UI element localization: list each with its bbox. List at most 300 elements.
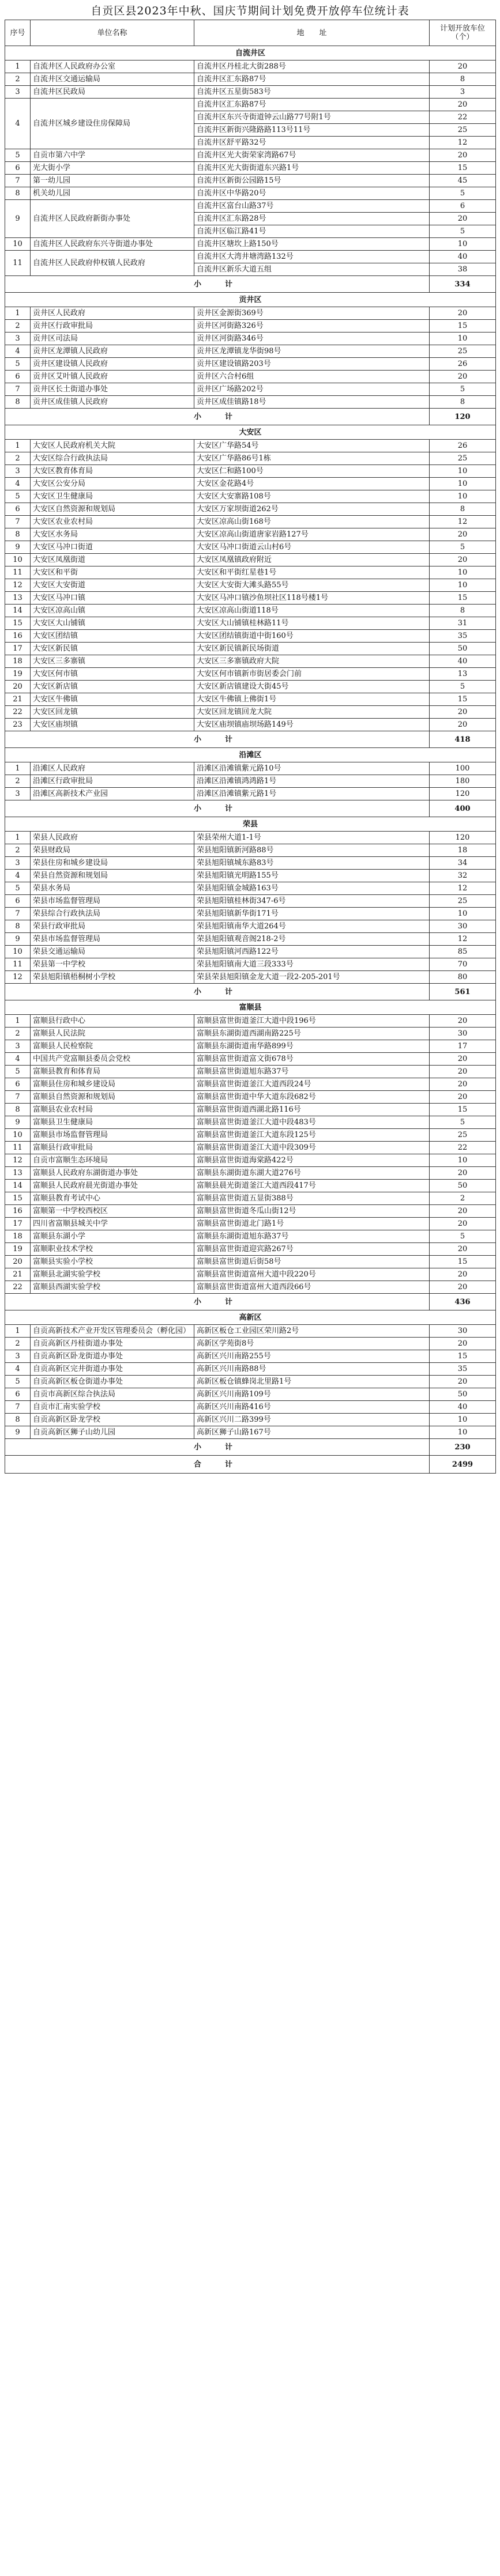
row-number: 2 [5,775,31,788]
unit-name: 荣县财政局 [31,844,194,857]
row-number: 6 [5,1078,31,1091]
parking-count: 10 [430,490,496,503]
unit-name: 荣县行政审批局 [31,920,194,933]
unit-name: 富顺县市场监督管理局 [31,1129,194,1142]
table-row [5,396,496,409]
table-row [5,1325,496,1338]
table-row [5,1388,496,1401]
table-row [5,592,496,605]
row-number: 15 [5,1192,31,1205]
unit-name: 自贡市第六中学 [31,149,194,162]
parking-count: 20 [430,1243,496,1256]
table-row [5,383,496,396]
table-row [5,1338,496,1350]
table-row [5,465,496,478]
table-row [5,681,496,693]
row-number: 16 [5,1205,31,1218]
row-number: 1 [5,61,31,73]
table-row [5,478,496,490]
row-number: 7 [5,175,31,187]
subtotal-row [5,731,496,748]
row-number: 13 [5,1167,31,1180]
parking-count: 20 [430,1066,496,1078]
parking-count: 70 [430,958,496,971]
table-row [5,617,496,630]
row-number: 9 [5,1116,31,1129]
row-number: 23 [5,719,31,731]
address-cell: 荣县旭阳镇桂林街347-6号 [194,895,430,908]
unit-name: 富顺第一中学校西校区 [31,1205,194,1218]
row-number: 19 [5,1243,31,1256]
table-row [5,788,496,800]
table-row [5,1028,496,1040]
address-cell: 荣县旭阳镇南华大道264号 [194,920,430,933]
address-cell: 沿滩区沿滩镇紫元路1号 [194,788,430,800]
subtotal-row [5,984,496,1000]
row-number: 2 [5,320,31,333]
table-row [5,238,496,251]
address-cell: 大安区广华路86号1栋 [194,452,430,465]
parking-count: 26 [430,358,496,371]
row-number: 22 [5,706,31,719]
parking-count: 30 [430,920,496,933]
row-number: 3 [5,1040,31,1053]
row-number: 11 [5,566,31,579]
row-number: 3 [5,86,31,99]
parking-count: 20 [430,61,496,73]
parking-count: 25 [430,345,496,358]
row-number: 10 [5,946,31,958]
address-cell: 大安区何市镇新市街居委会门前 [194,668,430,681]
table-row [5,1401,496,1414]
parking-count: 25 [430,124,496,137]
unit-name: 自贡高新区板仓街道办事处 [31,1376,194,1388]
unit-name: 大安区凉高山镇 [31,605,194,617]
unit-name: 自流井区人民政府东兴寺街道办事处 [31,238,194,251]
subtotal-row [5,800,496,817]
parking-count: 22 [430,111,496,124]
table-row [5,1091,496,1104]
address-cell: 贡井区广场路202号 [194,383,430,396]
table-row [5,61,496,73]
parking-count: 34 [430,857,496,870]
row-number: 9 [5,200,31,238]
parking-count: 20 [430,554,496,566]
subtotal-label: 小 计 [5,731,430,748]
parking-count: 50 [430,1388,496,1401]
parking-count: 10 [430,478,496,490]
unit-name: 富顺县自然资源和规划局 [31,1091,194,1104]
row-number: 6 [5,895,31,908]
row-number: 18 [5,655,31,668]
parking-count: 20 [430,1053,496,1066]
address-cell: 自流井区大湾井塘湾路132号 [194,251,430,263]
unit-name: 自流井区人民政府办公室 [31,61,194,73]
region-header-row [5,748,496,762]
address-cell: 荣县旭阳镇观音阁218-2号 [194,933,430,946]
address-cell: 大安区万家坝街道262号 [194,503,430,516]
grand-total-label: 合 计 [5,1456,430,1474]
row-number: 10 [5,238,31,251]
parking-count: 31 [430,617,496,630]
parking-count: 10 [430,566,496,579]
address-cell: 自流井区新街兴隆路路113号11号 [194,124,430,137]
unit-name: 自流井区人民政府新街办事处 [31,200,194,238]
parking-count: 20 [430,719,496,731]
row-number: 15 [5,617,31,630]
table-row [5,1154,496,1167]
unit-name: 大安区新民镇 [31,643,194,655]
table-row [5,503,496,516]
address-cell: 大安区凤凰镇政府附近 [194,554,430,566]
address-cell: 富顺县东湖街道西湖南路225号 [194,1028,430,1040]
address-cell: 大安区大山铺镇桂林路11号 [194,617,430,630]
address-cell: 自流井区东兴寺街道钟云山路77号附1号 [194,111,430,124]
parking-count: 50 [430,1180,496,1192]
parking-count: 35 [430,1363,496,1376]
parking-count: 20 [430,528,496,541]
row-number: 16 [5,630,31,643]
row-number: 3 [5,1350,31,1363]
row-number: 21 [5,693,31,706]
address-cell: 富顺县富世街道富州大道中段220号 [194,1268,430,1281]
table-row [5,1426,496,1439]
row-number: 5 [5,149,31,162]
parking-count: 5 [430,1116,496,1129]
region-name: 自流井区 [5,46,496,61]
table-row [5,870,496,882]
unit-name: 自流井区交通运输局 [31,73,194,86]
unit-name: 富顺县卫生健康局 [31,1116,194,1129]
parking-count: 50 [430,643,496,655]
parking-count: 5 [430,681,496,693]
parking-table [5,20,496,1474]
parking-count: 85 [430,946,496,958]
subtotal-value: 334 [430,276,496,293]
parking-count: 12 [430,137,496,149]
table-row [5,1053,496,1066]
unit-name: 荣县市场监督管理局 [31,895,194,908]
address-cell: 自流井区富台山路37号 [194,200,430,213]
address-cell: 自流井区汇东路28号 [194,213,430,225]
row-number: 7 [5,1091,31,1104]
unit-name: 自贡市汇南实验学校 [31,1401,194,1414]
parking-count: 10 [430,1414,496,1426]
row-number: 1 [5,440,31,452]
row-number: 4 [5,345,31,358]
parking-count: 15 [430,592,496,605]
address-cell: 大安区大安街大滩头路55号 [194,579,430,592]
unit-name: 大安区教育体育局 [31,465,194,478]
unit-name: 第一幼儿园 [31,175,194,187]
address-cell: 高新区兴川南路109号 [194,1388,430,1401]
table-row [5,1414,496,1426]
table-row [5,605,496,617]
table-row [5,719,496,731]
table-row [5,440,496,452]
table-row [5,832,496,844]
parking-count: 15 [430,162,496,175]
table-row [5,516,496,528]
parking-count: 10 [430,1154,496,1167]
table-row [5,86,496,99]
row-number: 11 [5,1142,31,1154]
row-number: 1 [5,307,31,320]
address-cell: 高新区板仓工业园区荣川路2号 [194,1325,430,1338]
row-number: 6 [5,503,31,516]
region-header-row [5,1310,496,1325]
unit-name: 大安区回龙镇 [31,706,194,719]
table-row [5,762,496,775]
row-number: 6 [5,162,31,175]
row-number: 2 [5,452,31,465]
subtotal-value: 230 [430,1439,496,1456]
row-number: 19 [5,668,31,681]
table-row [5,920,496,933]
document-title: 自贡区县2023年中秋、国庆节期间计划免费开放停车位统计表 [91,5,409,17]
table-row [5,630,496,643]
region-header-row [5,425,496,440]
subtotal-label: 小 计 [5,1294,430,1310]
parking-count: 15 [430,693,496,706]
row-number: 7 [5,516,31,528]
address-cell: 自流井区中华路20号 [194,187,430,200]
row-number: 7 [5,383,31,396]
address-cell: 自流井区光大街街道东兴路1号 [194,162,430,175]
table-row [5,307,496,320]
parking-count: 12 [430,933,496,946]
unit-name: 富顺县行政中心 [31,1015,194,1028]
subtotal-value: 400 [430,800,496,817]
parking-count: 17 [430,1040,496,1053]
address-cell: 大安区金花路4号 [194,478,430,490]
unit-name: 自贡高新区卧龙街道办事处 [31,1350,194,1363]
parking-count: 40 [430,1401,496,1414]
table-row [5,668,496,681]
address-cell: 自流井区新街公园路15号 [194,175,430,187]
address-cell: 大安区凉高山街道118号 [194,605,430,617]
parking-count: 5 [430,1230,496,1243]
parking-count: 8 [430,503,496,516]
table-row [5,1116,496,1129]
row-number: 3 [5,333,31,345]
parking-count: 25 [430,1129,496,1142]
table-row [5,200,496,213]
unit-name: 大安区庙坝镇 [31,719,194,731]
table-row [5,844,496,857]
address-cell: 自流井区五星街583号 [194,86,430,99]
parking-count: 20 [430,1218,496,1230]
row-number: 10 [5,554,31,566]
address-cell: 贡井区建设镇路203号 [194,358,430,371]
row-number: 20 [5,681,31,693]
parking-count: 20 [430,1376,496,1388]
address-cell: 自流井区汇东路87号 [194,99,430,111]
unit-name: 四川省富顺县城关中学 [31,1218,194,1230]
row-number: 5 [5,882,31,895]
unit-name: 荣县水务局 [31,882,194,895]
table-row [5,882,496,895]
unit-name: 贡井区人民政府 [31,307,194,320]
parking-count: 30 [430,1028,496,1040]
table-row [5,655,496,668]
parking-count: 5 [430,383,496,396]
table-row [5,333,496,345]
parking-count: 20 [430,1078,496,1091]
address-cell: 富顺县富世街道釜江大道中段483号 [194,1116,430,1129]
unit-name: 大安区牛佛镇 [31,693,194,706]
unit-name: 富顺县人民政府东湖街道办事处 [31,1167,194,1180]
address-cell: 高新区狮子山路167号 [194,1426,430,1439]
unit-name: 富顺县西湖实验学校 [31,1281,194,1294]
row-number: 2 [5,1338,31,1350]
table-row [5,358,496,371]
address-cell: 大安区仁和路100号 [194,465,430,478]
address-cell: 富顺县富世街道冬瓜山街12号 [194,1205,430,1218]
subtotal-label: 小 计 [5,984,430,1000]
unit-name: 沿滩区行政审批局 [31,775,194,788]
table-row [5,643,496,655]
parking-count: 10 [430,579,496,592]
table-row [5,693,496,706]
table-row [5,933,496,946]
unit-name: 大安区何市镇 [31,668,194,681]
unit-name: 大安区人民政府机关大院 [31,440,194,452]
table-row [5,706,496,719]
row-number: 4 [5,99,31,149]
parking-count: 18 [430,844,496,857]
parking-count: 10 [430,465,496,478]
parking-count: 6 [430,200,496,213]
parking-count: 10 [430,908,496,920]
unit-name: 大安区农业农村局 [31,516,194,528]
row-number: 17 [5,1218,31,1230]
region-header-row [5,46,496,61]
address-cell: 大安区和平街红星巷1号 [194,566,430,579]
unit-name: 贡井区龙潭镇人民政府 [31,345,194,358]
parking-count: 120 [430,832,496,844]
row-number: 17 [5,643,31,655]
address-cell: 自流井区汇东路87号 [194,73,430,86]
address-cell: 大安区凉高山街道唐家岩路127号 [194,528,430,541]
parking-count: 5 [430,187,496,200]
unit-name: 富顺县行政审批局 [31,1142,194,1154]
unit-name: 贡井区成佳镇人民政府 [31,396,194,409]
address-cell: 荣县荣州大道1-1号 [194,832,430,844]
parking-count: 15 [430,1256,496,1268]
table-row [5,1040,496,1053]
parking-count: 40 [430,251,496,263]
row-number: 12 [5,971,31,984]
parking-count: 30 [430,1325,496,1338]
address-cell: 贡井区河街路326号 [194,320,430,333]
unit-name: 富顺县北湖实验学校 [31,1268,194,1281]
unit-name: 大安区自然资源和规划局 [31,503,194,516]
parking-count: 8 [430,73,496,86]
table-row [5,1078,496,1091]
table-row [5,99,496,111]
row-number: 20 [5,1256,31,1268]
address-cell: 大安区凉高山街168号 [194,516,430,528]
unit-name: 自流井区民政局 [31,86,194,99]
unit-name: 富顺县人民政府晨光街道办事处 [31,1180,194,1192]
table-row [5,1256,496,1268]
row-number: 8 [5,396,31,409]
row-number: 5 [5,490,31,503]
unit-name: 富顺县住房和城乡建设局 [31,1078,194,1091]
subtotal-row [5,409,496,425]
unit-name: 荣县住房和城乡建设局 [31,857,194,870]
unit-name: 大安区水务局 [31,528,194,541]
parking-count: 10 [430,238,496,251]
address-cell: 大安区新店镇建设大街45号 [194,681,430,693]
row-number: 18 [5,1230,31,1243]
address-cell: 富顺县富世街道釜江大道中段196号 [194,1015,430,1028]
address-cell: 富顺县东湖街道南华路899号 [194,1040,430,1053]
row-number: 4 [5,870,31,882]
region-header-row [5,293,496,307]
region-name: 贡井区 [5,293,496,307]
address-cell: 富顺县富世街道迎宾路267号 [194,1243,430,1256]
row-number: 14 [5,1180,31,1192]
row-number: 6 [5,1388,31,1401]
unit-name: 自贡高新区丹桂街道办事处 [31,1338,194,1350]
parking-count: 20 [430,99,496,111]
subtotal-value: 436 [430,1294,496,1310]
row-number: 8 [5,1104,31,1116]
table-row [5,1268,496,1281]
unit-name: 大安区公安分局 [31,478,194,490]
address-cell: 沿滩区沿滩镇鸿鸿路1号 [194,775,430,788]
parking-count: 26 [430,440,496,452]
unit-name: 大安区大安街道 [31,579,194,592]
row-number: 8 [5,920,31,933]
parking-count: 180 [430,775,496,788]
subtotal-label: 小 计 [5,800,430,817]
header-no: 序号 [5,20,31,46]
unit-name: 贡井区建设镇人民政府 [31,358,194,371]
address-cell: 大安区回龙镇回龙大院 [194,706,430,719]
row-number: 3 [5,465,31,478]
address-cell: 荣县荣县旭阳镇金龙大道一段2-205-201号 [194,971,430,984]
row-number: 12 [5,579,31,592]
unit-name: 自流井区人民政府仲权镇人民政府 [31,251,194,276]
unit-name: 贡井区长土街道办事处 [31,383,194,396]
header-address: 地 址 [194,20,430,46]
parking-count: 22 [430,1142,496,1154]
table-row [5,908,496,920]
address-cell: 高新区板仓镇蜂岗北里路1号 [194,1376,430,1388]
table-row [5,946,496,958]
unit-name: 沿滩区高新技术产业园 [31,788,194,800]
row-number: 8 [5,1414,31,1426]
subtotal-label: 小 计 [5,409,430,425]
parking-count: 20 [430,1268,496,1281]
table-row [5,1376,496,1388]
parking-count: 5 [430,225,496,238]
address-cell: 大安区马冲口镇沙鱼坝社区118号楼1号 [194,592,430,605]
table-row [5,1129,496,1142]
row-number: 9 [5,933,31,946]
subtotal-row [5,1294,496,1310]
address-cell: 富顺县富世街道北门路1号 [194,1218,430,1230]
table-row [5,1363,496,1376]
unit-name: 大安区马冲口街道 [31,541,194,554]
address-cell: 荣县旭阳镇新河路88号 [194,844,430,857]
address-cell: 自流井区临江路41号 [194,225,430,238]
unit-name: 大安区马冲口镇 [31,592,194,605]
table-row [5,162,496,175]
